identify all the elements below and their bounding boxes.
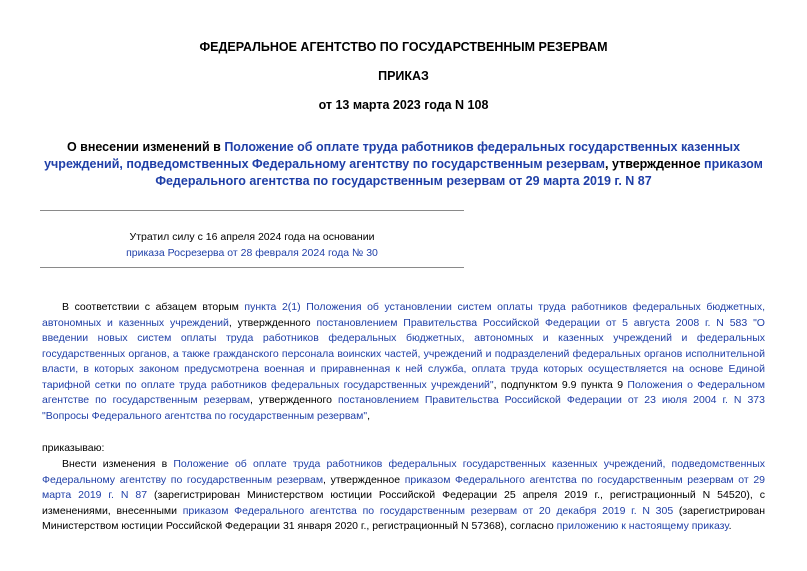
- p1-text-2: , утвержденного: [228, 316, 317, 329]
- title-prefix: О внесении изменений в: [66, 140, 225, 154]
- p3-link-1[interactable]: Положение об оплате труда работников федеральных государственных казенных учреждений, подведомственных Федеральному агентству по государственным резервам: [42, 458, 765, 486]
- p3-text-2: , утвержденное: [323, 473, 405, 486]
- p3-link-2[interactable]: приказом Федерального агентства по государственным резервам от 29 марта 2019 г. N 87: [42, 473, 766, 501]
- p3-text-4: (зарегистрирован Министерством юстиции Российской Федерации 31 января 2020 г., регистрационный N 57368), согласно: [42, 504, 765, 532]
- title-link-order[interactable]: приказом Федерального агентства по государственным резервам от 29 марта 2019 г. N 87: [155, 157, 763, 188]
- p1-text-4: , утвержденного: [250, 394, 338, 406]
- p3-text-3: (зарегистрирован Министерством юстиции Российской Федерации 25 апреля 2019 г., регистрационный N 54520), с изменениями, внесенными: [42, 489, 765, 517]
- p3-link-3[interactable]: приказом Федерального агентства по государственным резервам от 20 декабря 2019 г. N 305: [182, 504, 674, 517]
- paragraph-changes: [42, 457, 765, 535]
- agency-heading: ФЕДЕРАЛЬНОЕ АГЕНТСТВО ПО ГОСУДАРСТВЕННЫМ РЕЗЕРВАМ: [199, 40, 608, 54]
- p1-text-3: , подпунктом 9.9 пункта 9: [493, 378, 628, 391]
- p1-link-2[interactable]: постановлением Правительства Российской Федерации от 5 августа 2008 г. N 583 "О введении новых систем оплаты труда работников федеральных бюджетных, автономных и казенных учреждений и федеральных государственных органов, а также гражданского персонала воинских частей, учреждений и подразделений федеральных органов исполнительной власти, в которых законом предусмотрена военная и приравненная к ней служба, оплата труда которых осуществляется на основе Единой тарифной сетки по оплате труда работников федеральных государственных учреждений": [42, 316, 765, 391]
- status-line: Утратил силу с 16 апреля 2024 года на основании: [129, 231, 375, 243]
- status-link[interactable]: приказа Росрезерва от 28 февраля 2024 года № 30: [126, 247, 378, 259]
- p3-text-1: Внести изменения в: [62, 458, 174, 470]
- p3-link-4[interactable]: приложению к настоящему приказу: [556, 520, 729, 532]
- p1-link-3[interactable]: Положения о Федеральном агентстве по государственным резервам: [42, 378, 765, 406]
- paragraph-basis: [42, 300, 765, 424]
- p1-text-1: В соответствии с абзацем вторым: [62, 301, 245, 313]
- divider-bottom: [40, 267, 464, 268]
- p3-text-5: .: [728, 520, 732, 532]
- p1-text-5: ,: [367, 409, 370, 422]
- date-number-heading: от 13 марта 2023 года N 108: [318, 98, 489, 112]
- doc-type-heading: ПРИКАЗ: [378, 69, 429, 83]
- divider-top: [40, 210, 464, 211]
- title-middle: , утвержденное: [605, 157, 705, 171]
- document-title: [40, 139, 767, 190]
- status-notice: [40, 229, 464, 261]
- p1-link-4[interactable]: постановлением Правительства Российской Федерации от 23 июля 2004 г. N 373 "Вопросы Федерального агентства по государственным резервам": [42, 394, 765, 422]
- paragraph-order-word: приказываю:: [42, 442, 105, 454]
- p1-link-1[interactable]: пункта 2(1) Положения об установлении систем оплаты труда работников федеральных бюджетных, автономных и казенных учреждений: [42, 301, 765, 329]
- title-link-regulation[interactable]: Положение об оплате труда работников федеральных государственных казенных учреждений, подведомственных Федеральному агентству по государственным резервам: [44, 140, 741, 171]
